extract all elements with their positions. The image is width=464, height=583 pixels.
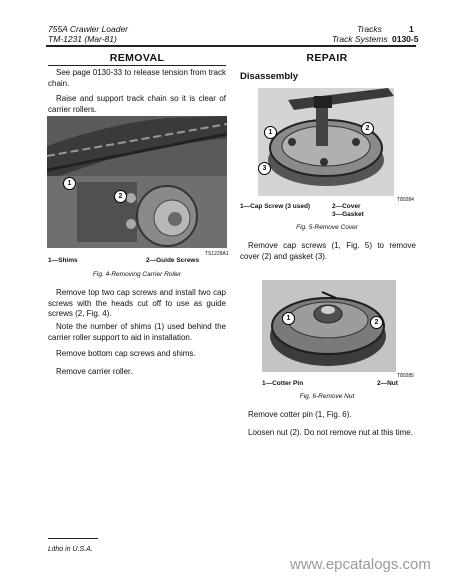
header-page-number: 1	[409, 24, 414, 34]
header-manual-id: TM-1231 (Mar-81)	[48, 34, 117, 44]
disassembly-subheading: Disassembly	[240, 71, 299, 82]
figure-5-legend-2: 2—Cover	[332, 203, 361, 210]
figure-6-legend-1: 1—Cotter Pin	[262, 380, 304, 387]
figure-4-code: TS1228A1	[205, 251, 229, 257]
callout-2: 2	[114, 190, 127, 203]
paragraph: Remove carrier roller.	[56, 367, 133, 376]
paragraph: Remove bottom cap screws and shims.	[56, 349, 196, 358]
paragraph: See page 0130-33 to release tension from track chain.	[48, 68, 226, 88]
figure-6-code: T80285	[397, 373, 414, 379]
footer-litho: Litho in U.S.A.	[48, 546, 93, 553]
callout-1: 1	[63, 177, 76, 190]
header-rule	[46, 45, 416, 47]
figure-5-code: T80284	[397, 197, 414, 203]
watermark: www.epcatalogs.com	[290, 556, 431, 573]
figure-5-caption: Fig. 5-Remove Cover	[296, 224, 358, 231]
callout-3: 3	[258, 162, 271, 175]
paragraph: Raise and support track chain so it is clear of carrier rollers.	[48, 94, 226, 114]
figure-4-photo	[47, 116, 227, 248]
header-section-code: 0130-5	[392, 34, 419, 44]
paragraph: Remove cap screws (1, Fig. 5) to remove cover (2) and gasket (3).	[240, 241, 416, 261]
footer-rule	[48, 538, 98, 539]
figure-4-legend-2: 2—Guide Screws	[146, 257, 200, 264]
callout-1: 1	[264, 126, 277, 139]
figure-6-caption: Fig. 6-Remove Nut	[299, 393, 355, 400]
paragraph: Note the number of shims (1) used behind the carrier roller support to aid in installation.	[48, 322, 226, 342]
figure-4-legend-1: 1—Shims	[48, 257, 78, 264]
paragraph: Remove cotter pin (1, Fig. 6).	[248, 410, 352, 419]
figure-6-photo	[262, 280, 396, 372]
paragraph: Loosen nut (2). Do not remove nut at this time.	[248, 428, 413, 437]
removal-heading: REMOVAL	[109, 52, 165, 64]
callout-2: 2	[370, 316, 383, 329]
figure-6-legend-2: 2—Nut	[377, 380, 398, 387]
repair-heading: REPAIR	[306, 52, 348, 64]
header-model: 755A Crawler Loader	[48, 24, 129, 34]
callout-1: 1	[282, 312, 295, 325]
header-section: Track Systems	[332, 34, 388, 44]
figure-5-legend-1: 1—Cap Screw (3 used)	[240, 203, 311, 210]
figure-5-photo	[258, 88, 394, 196]
header-title: Tracks	[357, 24, 382, 34]
figure-5-legend-3: 3—Gasket	[332, 211, 364, 218]
cover-removal-illustration	[258, 88, 394, 196]
paragraph: Remove top two cap screws and install two cap screws with the heads cut off to use as guide screws (2, Fig. 4).	[48, 288, 226, 318]
removal-rule	[48, 65, 226, 66]
callout-2: 2	[361, 122, 374, 135]
figure-4-caption: Fig. 4-Removing Carrier Roller	[92, 271, 182, 278]
